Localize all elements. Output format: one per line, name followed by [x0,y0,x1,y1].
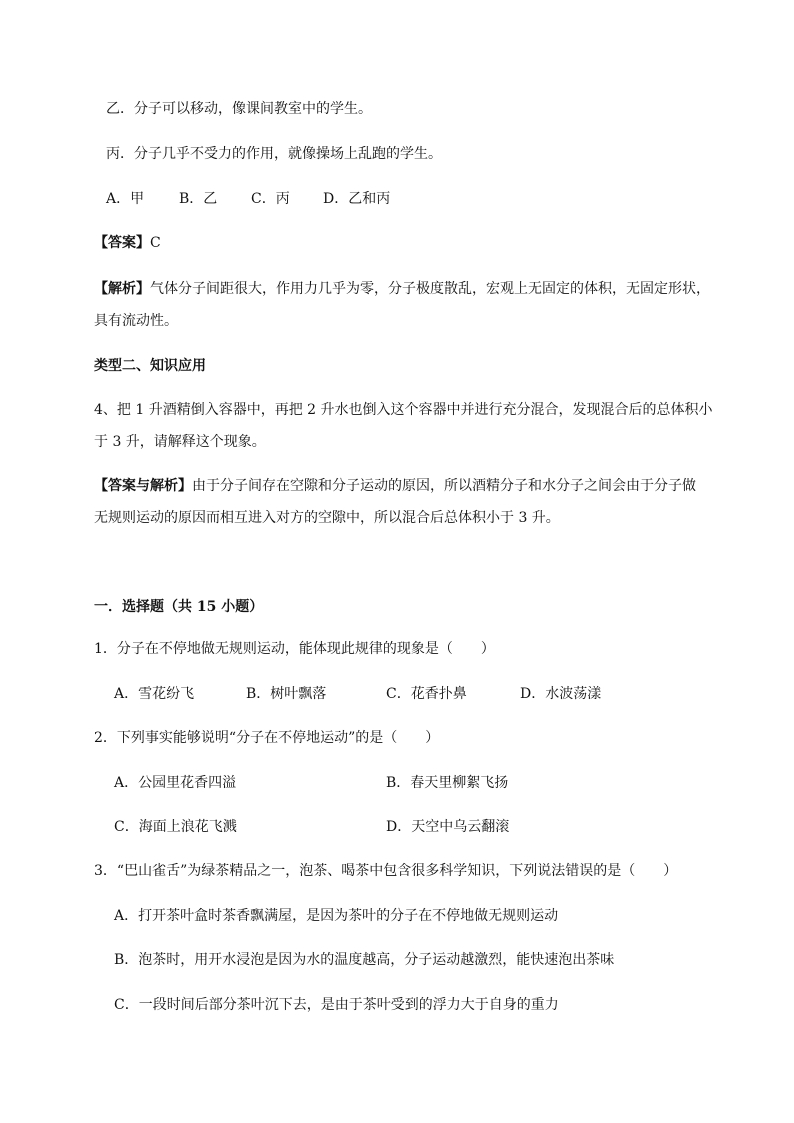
analysis-text-1: 气体分子间距很大，作用力几乎为零，分子极度散乱，宏观上无固定的体积，无固定形状， [150,281,710,297]
q1-option-d: D．水波荡漾 [520,686,602,702]
answer-label: 【答案】 [94,235,150,251]
analysis-line-2: 具有流动性。 [94,313,178,329]
prev-option-a: A．甲 [106,191,145,207]
q4-answer-line-1 [94,476,696,496]
q1-option-c: C．花香扑鼻 [386,686,467,702]
item-bing: 丙．分子几乎不受力的作用，就像操场上乱跑的学生。 [106,146,442,162]
q3-stem: 3．“巴山雀舌”为绿茶精品之一，泡茶、喝茶中包含很多科学知识，下列说法错误的是（ ） [94,863,678,879]
answer-value: C [150,235,161,251]
q2-stem: 2．下列事实能够说明“分子在不停地运动”的是（ ） [94,730,440,746]
q3-option-a: A．打开茶叶盒时茶香飘满屋，是因为茶叶的分子在不停地做无规则运动 [114,908,559,924]
item-yi: 乙．分子可以移动，像课间教室中的学生。 [106,101,372,117]
q2-option-b: B．春天里柳絮飞扬 [386,775,509,791]
prev-option-b: B．乙 [179,191,218,207]
q2-option-d: D．天空中乌云翻滚 [386,819,510,835]
q2-option-c: C．海面上浪花飞溅 [114,819,237,835]
prev-option-d: D．乙和丙 [323,191,391,207]
q3-option-b: B．泡茶时，用开水浸泡是因为水的温度越高，分子运动越激烈，能快速泡出茶味 [114,952,615,968]
prev-option-c: C．丙 [251,191,290,207]
q3-option-c: C．一段时间后部分茶叶沉下去，是由于茶叶受到的浮力大于自身的重力 [114,997,559,1013]
q1-stem: 1．分子在不停地做无规则运动，能体现此规律的现象是（ ） [94,641,495,657]
q1-option-b: B．树叶飘落 [246,686,327,702]
analysis-label: 【解析】 [94,281,150,297]
q4-line-2: 于 3 升，请解释这个现象。 [94,434,266,450]
choice-section-heading: 一．选择题（共 15 小题） [94,599,264,615]
answer-line [94,233,161,253]
q4-answer-text-1: 由于分子间存在空隙和分子运动的原因，所以酒精分子和水分子之间会由于分子做 [192,478,696,494]
q2-option-a: A．公园里花香四溢 [114,775,237,791]
q4-answer-label: 【答案与解析】 [94,478,192,494]
q4-line-1: 4、把 1 升酒精倒入容器中，再把 2 升水也倒入这个容器中并进行充分混合，发现混合后的总体积小 [94,402,713,418]
q4-answer-line-2: 无规则运动的原因而相互进入对方的空隙中，所以混合后总体积小于 3 升。 [94,510,560,526]
section-heading-type2: 类型二、知识应用 [94,358,206,374]
q1-option-a: A．雪花纷飞 [114,686,195,702]
analysis-line-1 [94,279,710,299]
